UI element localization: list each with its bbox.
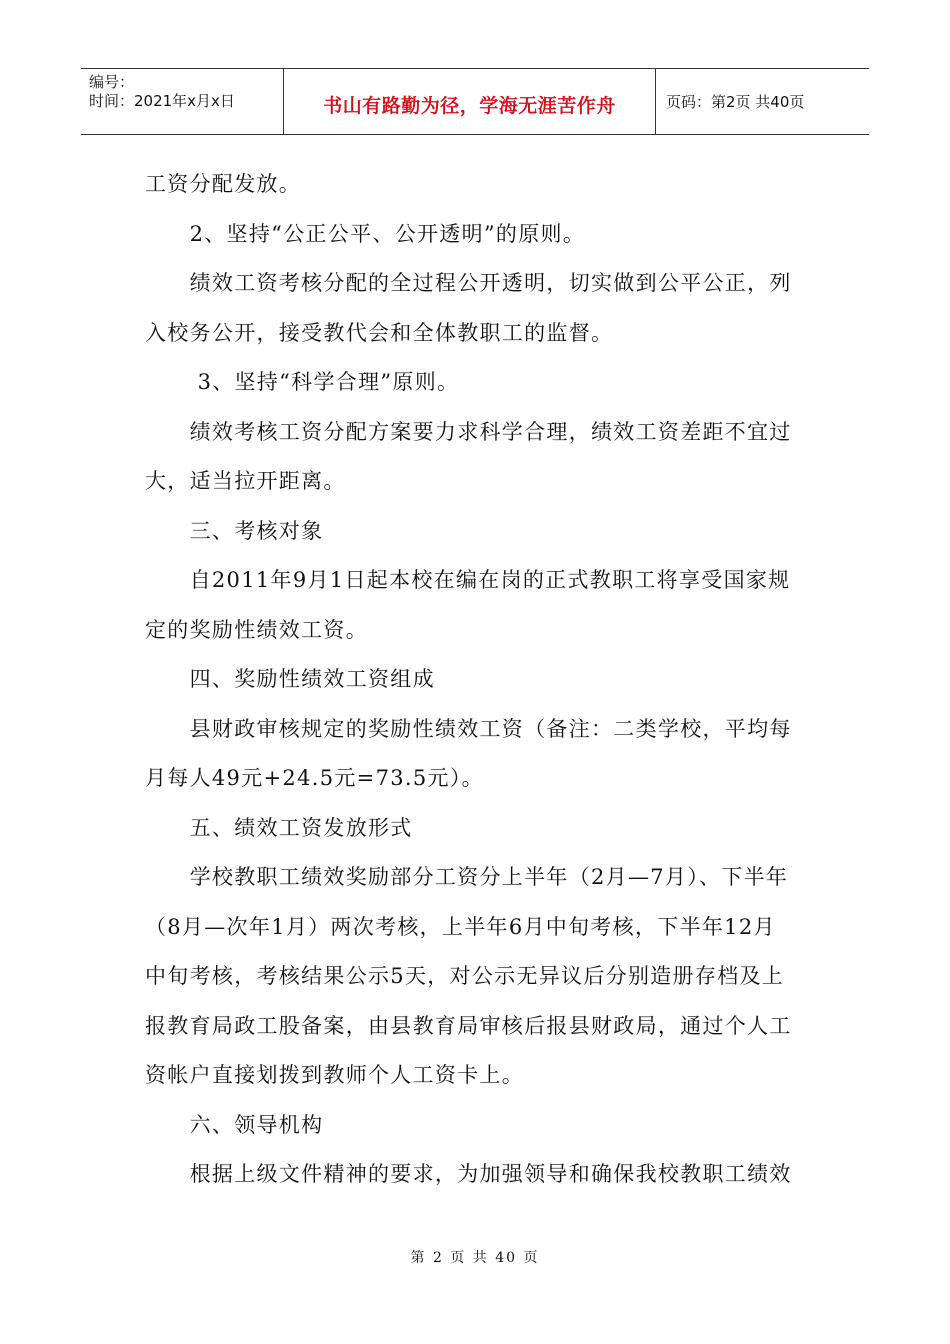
section-heading: 五、绩效工资发放形式 [145, 815, 413, 840]
document-body [145, 160, 810, 1200]
document-time-label: 时间：2021年x月x日 [89, 92, 235, 110]
header-meta-cell [81, 69, 284, 134]
body-line: 资帐户直接划拨到教师个人工资卡上。 [145, 1063, 525, 1087]
section-heading: 四、奖励性绩效工资组成 [145, 667, 435, 691]
body-line: 绩效考核工资分配方案要力求科学合理，绩效工资差距不宜过 [145, 419, 792, 444]
header-page-cell [656, 69, 869, 134]
body-line: 根据上级文件精神的要求，为加强领导和确保我校教职工绩效 [145, 1162, 792, 1186]
header-page-info: 页码：第2页 共40页 [666, 93, 805, 111]
section-heading: 三、考核对象 [145, 518, 324, 543]
section-heading: 六、领导机构 [145, 1112, 324, 1137]
page-header [81, 68, 869, 135]
body-line: 学校教职工绩效奖励部分工资分上半年（2月—7月）、下半年 [145, 865, 789, 889]
body-line: （8月—次年1月）两次考核，上半年6月中旬考核，下半年12月 [145, 914, 776, 939]
body-line: 月每人49元+24.5元=73.5元）。 [145, 766, 484, 790]
body-line: 中旬考核，考核结果公示5天，对公示无异议后分别造册存档及上 [145, 964, 785, 988]
page-footer: 第 2 页 共 40 页 [410, 1250, 540, 1266]
body-line: 3、坚持“科学合理”原则。 [145, 370, 460, 394]
body-line: 县财政审核规定的奖励性绩效工资（备注：二类学校，平均每 [145, 716, 792, 741]
body-line: 自2011年9月1日起本校在编在岗的正式教职工将享受国家规 [145, 568, 791, 592]
header-motto-cell [284, 69, 656, 134]
body-line: 绩效工资考核分配的全过程公开透明，切实做到公平公正，列 [145, 271, 792, 295]
body-line: 工资分配发放。 [145, 172, 302, 196]
header-motto: 书山有路勤为径，学海无涯苦作舟 [323, 95, 616, 117]
body-line: 大，适当拉开距离。 [145, 469, 346, 493]
body-line: 入校务公开，接受教代会和全体教职工的监督。 [145, 320, 614, 345]
body-line: 2、坚持“公正公平、公开透明”的原则。 [145, 221, 586, 246]
body-line: 定的奖励性绩效工资。 [145, 617, 368, 642]
body-line: 报教育局政工股备案，由县教育局审核后报县财政局，通过个人工 [145, 1013, 792, 1038]
document-number-label: 编号： [89, 73, 135, 91]
